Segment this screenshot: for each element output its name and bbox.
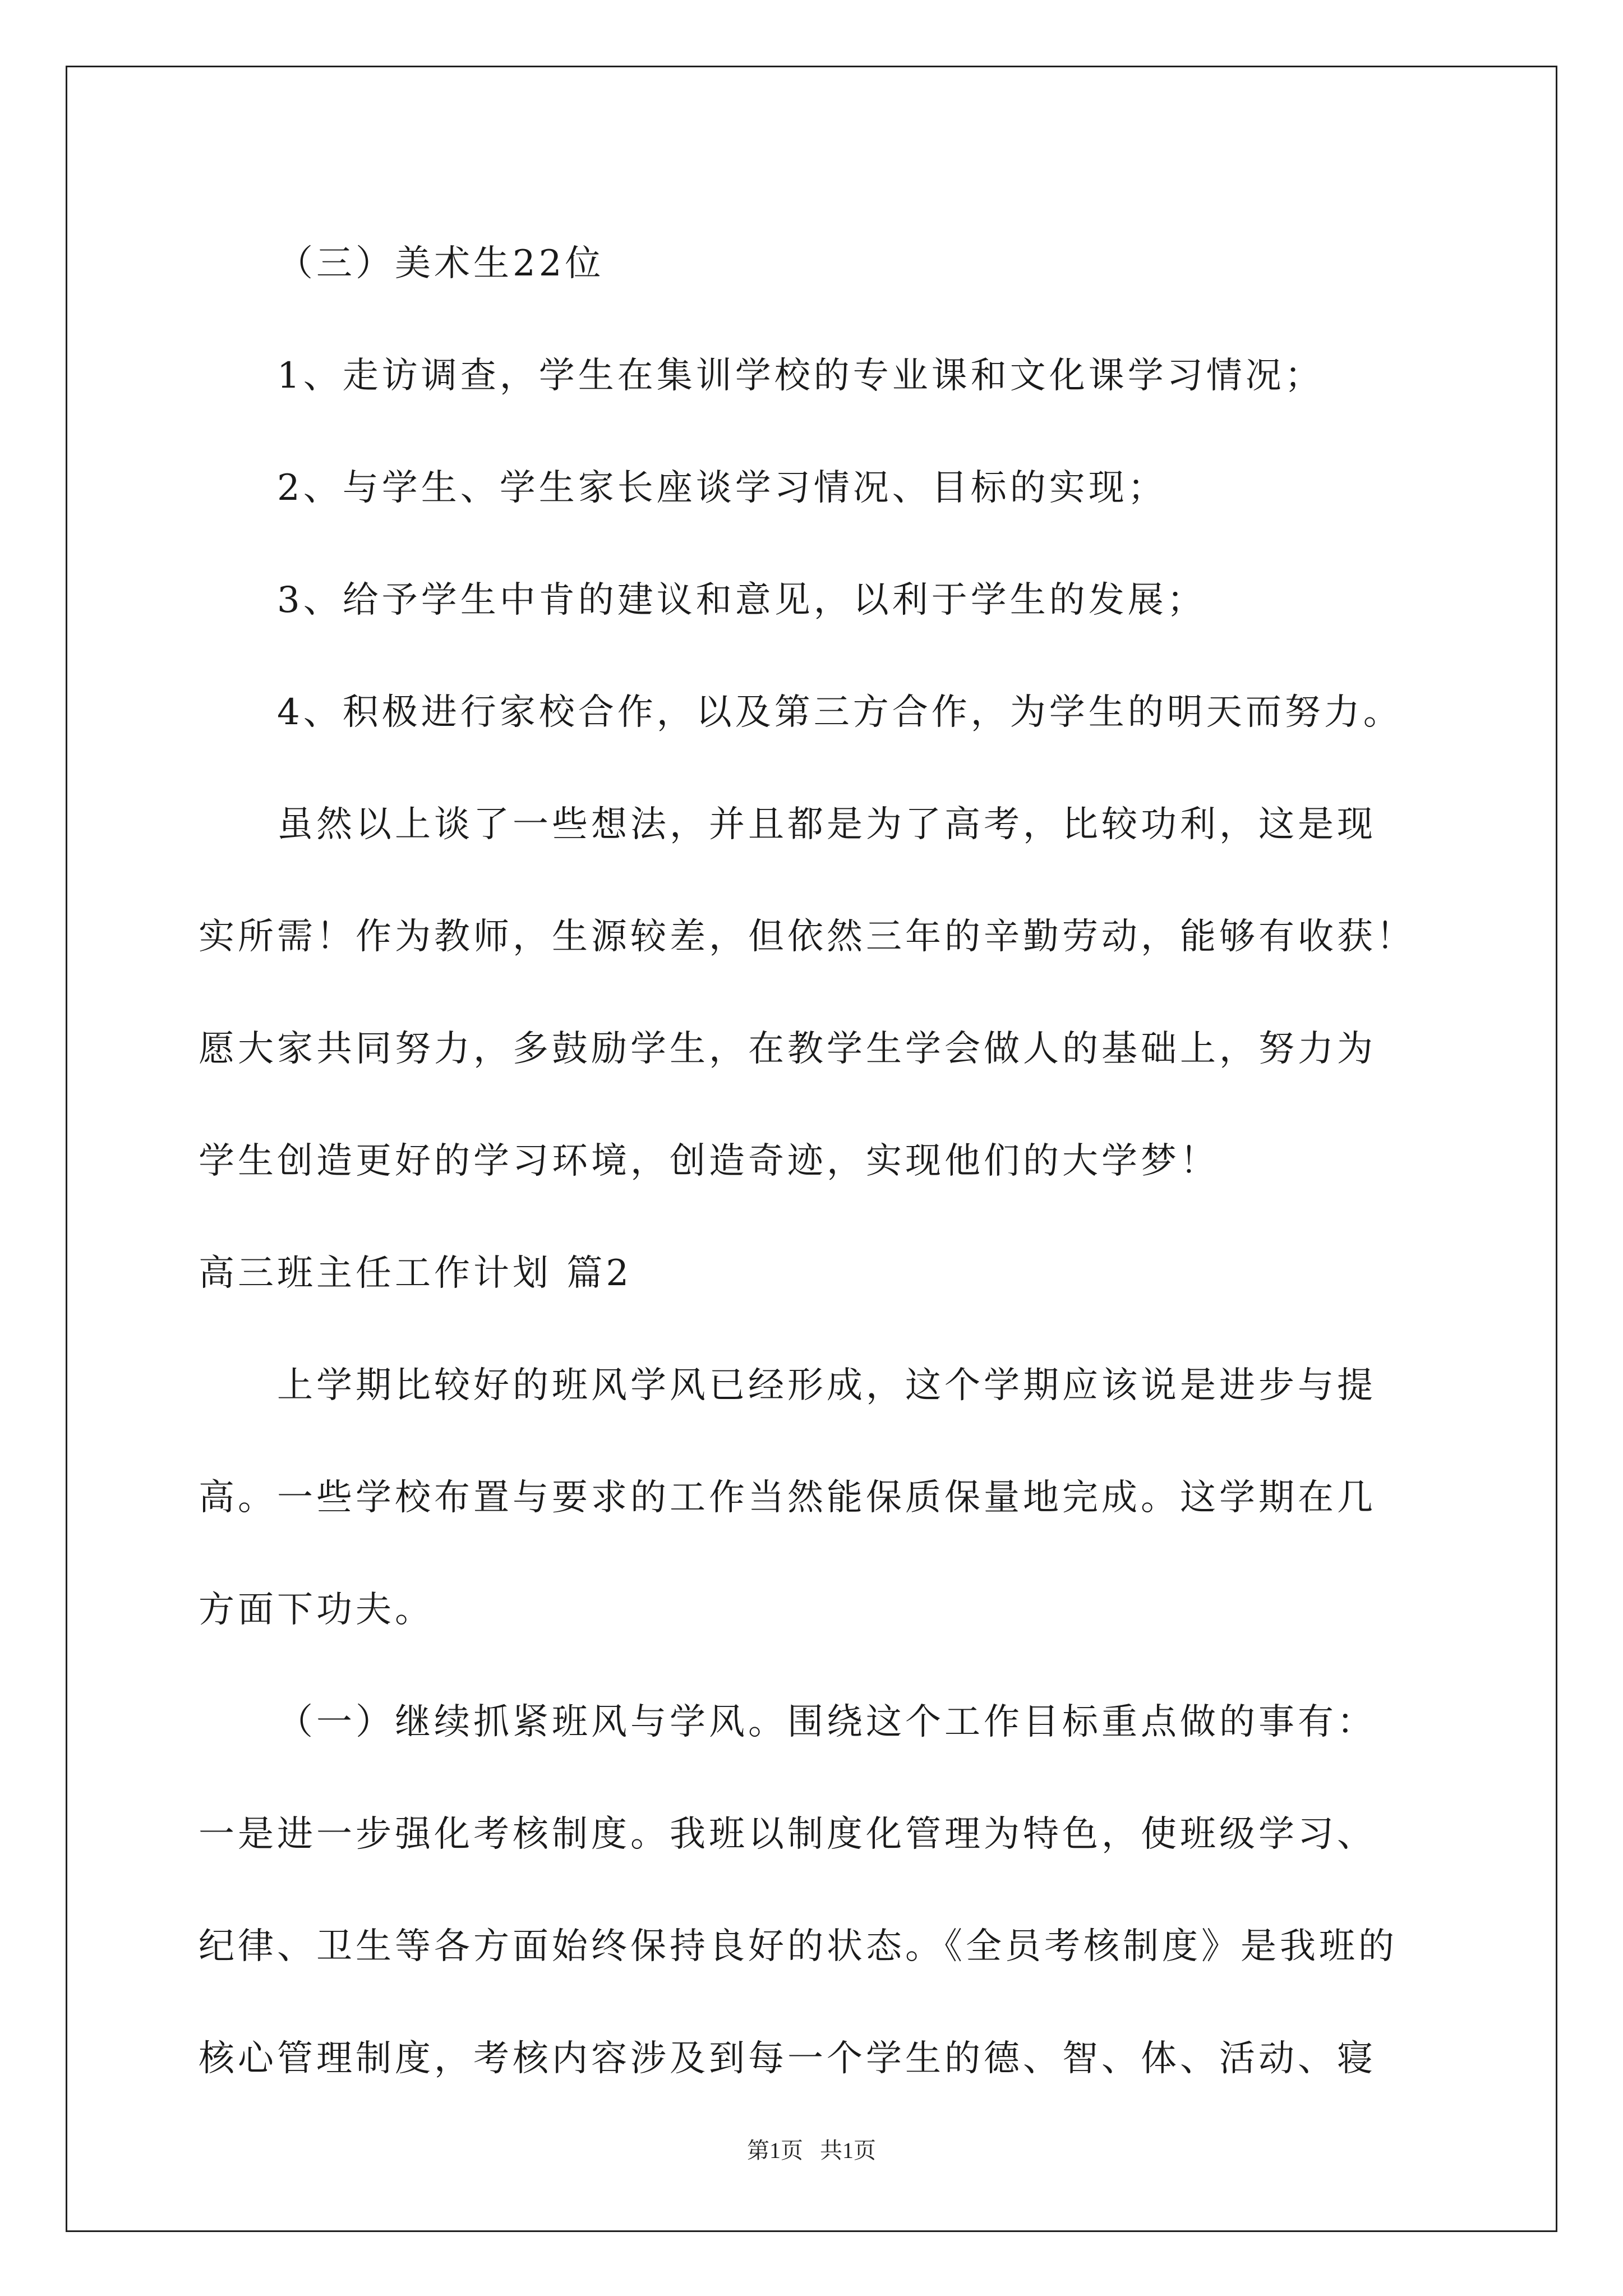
list-item-3: 3、给予学生中肯的建议和意见，以利于学生的发展；	[277, 579, 1206, 621]
section-heading-class-style: （一）继续抓紧班风与学风。围绕这个工作目标重点做的事有：	[277, 1701, 1376, 1743]
document-body	[199, 208, 1432, 2115]
paragraph-line: 实所需！作为教师，生源较差，但依然三年的辛勤劳动，能够有收获！	[199, 916, 1415, 958]
paragraph-line: 学生创造更好的学习环境，创造奇迹，实现他们的大学梦！	[199, 1140, 1219, 1182]
list-item-4: 4、积极进行家校合作，以及第三方合作，为学生的明天而努力。	[277, 692, 1403, 733]
paragraph-line: 一是进一步强化考核制度。我班以制度化管理为特色，使班级学习、	[199, 1814, 1376, 1855]
paragraph-line: 纪律、卫生等各方面始终保持良好的状态。《全员考核制度》是我班的	[199, 1926, 1398, 1967]
paragraph-line: 虽然以上谈了一些想法，并且都是为了高考，比较功利，这是现	[277, 804, 1376, 845]
paragraph-line: 高。一些学校布置与要求的工作当然能保质保量地完成。这学期在几	[199, 1477, 1376, 1519]
paragraph-line: 愿大家共同努力，多鼓励学生，在教学生学会做人的基础上，努力为	[199, 1028, 1376, 1070]
list-item-1: 1、走访调查，学生在集训学校的专业课和文化课学习情况；	[277, 355, 1324, 397]
article-title: 高三班主任工作计划 篇2	[199, 1253, 633, 1294]
paragraph-line: 上学期比较好的班风学风已经形成，这个学期应该说是进步与提	[277, 1365, 1376, 1406]
list-item-2: 2、与学生、学生家长座谈学习情况、目标的实现；	[277, 467, 1167, 509]
section-heading-art-students: （三）美术生22位	[277, 243, 605, 284]
paragraph-line: 方面下功夫。	[199, 1589, 434, 1631]
paragraph-line: 核心管理制度，考核内容涉及到每一个学生的德、智、体、活动、寝	[199, 2038, 1376, 2079]
page-footer: 第1页 共1页	[747, 2138, 876, 2163]
